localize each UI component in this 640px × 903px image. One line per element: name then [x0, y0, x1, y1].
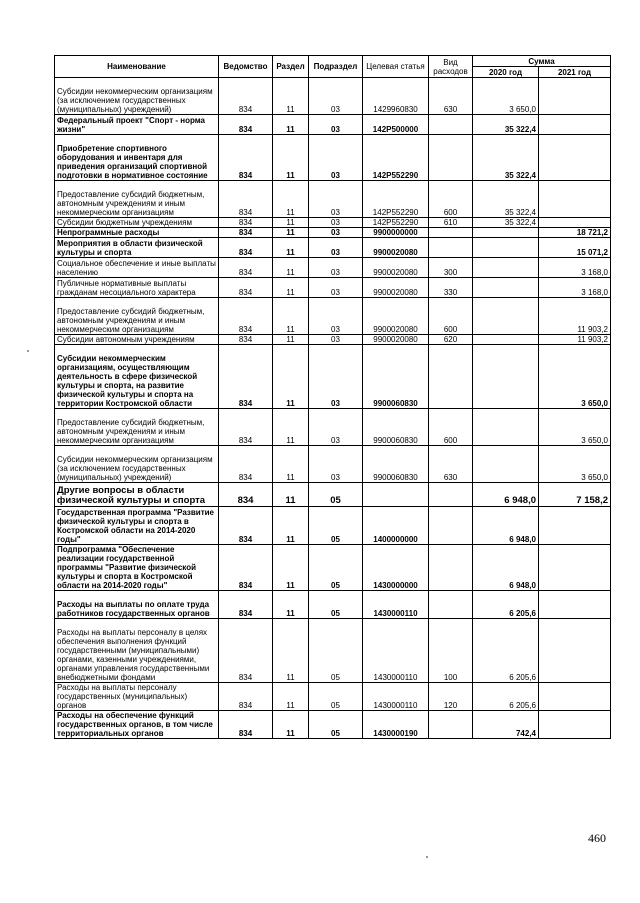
- row-amount-2021: [539, 683, 611, 711]
- row-department: 834: [219, 135, 273, 181]
- row-subsection: 03: [309, 278, 363, 298]
- row-amount-2020: 742,4: [473, 711, 539, 739]
- row-expense-type: 330: [429, 278, 473, 298]
- row-department: 834: [219, 483, 273, 507]
- row-section: 11: [273, 591, 309, 619]
- row-amount-2021: 11 903,2: [539, 335, 611, 345]
- row-section: 11: [273, 228, 309, 238]
- row-target: 1430000190: [363, 711, 429, 739]
- row-expense-type: 600: [429, 298, 473, 335]
- row-subsection: 05: [309, 545, 363, 591]
- budget-table: [54, 55, 611, 739]
- row-target: 1430000000: [363, 545, 429, 591]
- row-name: Социальное обеспечение и иные выплаты населению: [55, 258, 219, 278]
- row-target: 1400000000: [363, 507, 429, 545]
- row-target: 142P552290: [363, 135, 429, 181]
- row-amount-2021: [539, 619, 611, 683]
- row-amount-2020: 6 205,6: [473, 619, 539, 683]
- row-name: Расходы на выплаты персоналу в целях обеспечения выполнения функций государственными (муниципальными) органами, казенными учреждениями, органами управления государственными внебюджетными фондами: [55, 619, 219, 683]
- row-expense-type: 300: [429, 258, 473, 278]
- row-amount-2021: 7 158,2: [539, 483, 611, 507]
- row-section: 11: [273, 619, 309, 683]
- row-department: 834: [219, 507, 273, 545]
- row-amount-2021: 11 903,2: [539, 298, 611, 335]
- row-section: 11: [273, 545, 309, 591]
- row-amount-2021: [539, 181, 611, 218]
- header-expense-type: Вид расходов: [429, 56, 473, 78]
- header-target: Целевая статья: [363, 56, 429, 78]
- row-amount-2021: [539, 507, 611, 545]
- row-section: 11: [273, 483, 309, 507]
- row-amount-2020: [473, 446, 539, 483]
- row-amount-2020: 3 650,0: [473, 78, 539, 115]
- row-section: 11: [273, 218, 309, 228]
- header-name: Наименование: [55, 56, 219, 78]
- row-section: 11: [273, 711, 309, 739]
- row-target: 9900060830: [363, 345, 429, 409]
- row-subsection: 03: [309, 135, 363, 181]
- row-subsection: 03: [309, 115, 363, 135]
- row-subsection: 03: [309, 238, 363, 258]
- row-target: 142P500000: [363, 115, 429, 135]
- row-subsection: 05: [309, 483, 363, 507]
- row-department: 834: [219, 591, 273, 619]
- row-amount-2021: [539, 115, 611, 135]
- row-name: Предоставление субсидий бюджетным, автономным учреждениям и иным некоммерческим организациям: [55, 409, 219, 446]
- row-amount-2021: 3 650,0: [539, 345, 611, 409]
- row-amount-2020: [473, 409, 539, 446]
- row-target: 9900020080: [363, 238, 429, 258]
- row-amount-2021: 3 168,0: [539, 278, 611, 298]
- row-name: Приобретение спортивного оборудования и инвентаря для приведения организаций спортивной подготовки в нормативное состояние: [55, 135, 219, 181]
- row-subsection: 03: [309, 181, 363, 218]
- row-subsection: 03: [309, 218, 363, 228]
- header-sum: Сумма: [473, 56, 611, 67]
- row-amount-2020: [473, 258, 539, 278]
- row-expense-type: 600: [429, 181, 473, 218]
- row-amount-2020: [473, 238, 539, 258]
- row-section: 11: [273, 335, 309, 345]
- row-amount-2020: [473, 228, 539, 238]
- row-section: 11: [273, 409, 309, 446]
- header-subsection: Подраздел: [309, 56, 363, 78]
- scan-speck: [426, 856, 428, 858]
- row-name: Публичные нормативные выплаты гражданам несоциального характера: [55, 278, 219, 298]
- row-name: Другие вопросы в области физической культуры и спорта: [55, 483, 219, 507]
- header-year-2020: 2020 год: [473, 67, 539, 78]
- row-subsection: 03: [309, 78, 363, 115]
- row-amount-2020: [473, 345, 539, 409]
- row-name: Субсидии некоммерческим организациям (за исключением государственных (муниципальных) учреждений): [55, 446, 219, 483]
- header-section: Раздел: [273, 56, 309, 78]
- row-target: 1429960830: [363, 78, 429, 115]
- row-subsection: 05: [309, 711, 363, 739]
- row-department: 834: [219, 78, 273, 115]
- row-department: 834: [219, 181, 273, 218]
- row-target: 9900020080: [363, 278, 429, 298]
- row-section: 11: [273, 181, 309, 218]
- row-expense-type: 610: [429, 218, 473, 228]
- row-name: Непрограммные расходы: [55, 228, 219, 238]
- row-name: Предоставление субсидий бюджетным, автономным учреждениям и иным некоммерческим организациям: [55, 298, 219, 335]
- row-expense-type: [429, 711, 473, 739]
- row-amount-2020: [473, 298, 539, 335]
- row-section: 11: [273, 258, 309, 278]
- row-name: Субсидии некоммерческим организациям, осуществляющим деятельность в сфере физической культуры и спорта, на развитие физической культуры и спорта на территории Костромской области: [55, 345, 219, 409]
- row-target: 9900000000: [363, 228, 429, 238]
- row-amount-2020: 6 948,0: [473, 483, 539, 507]
- row-amount-2020: 6 948,0: [473, 507, 539, 545]
- row-subsection: 05: [309, 683, 363, 711]
- row-subsection: 03: [309, 228, 363, 238]
- row-expense-type: [429, 507, 473, 545]
- row-target: 142P552290: [363, 218, 429, 228]
- header-department: Ведомство: [219, 56, 273, 78]
- row-expense-type: 630: [429, 446, 473, 483]
- row-expense-type: [429, 345, 473, 409]
- row-expense-type: 620: [429, 335, 473, 345]
- row-target: 1430000110: [363, 591, 429, 619]
- row-amount-2021: [539, 545, 611, 591]
- row-name: Предоставление субсидий бюджетным, автономным учреждениям и иным некоммерческим организациям: [55, 181, 219, 218]
- row-department: 834: [219, 278, 273, 298]
- row-amount-2021: 15 071,2: [539, 238, 611, 258]
- row-expense-type: 600: [429, 409, 473, 446]
- row-amount-2021: 18 721,2: [539, 228, 611, 238]
- row-subsection: 03: [309, 345, 363, 409]
- row-expense-type: [429, 545, 473, 591]
- row-expense-type: [429, 135, 473, 181]
- row-subsection: 03: [309, 446, 363, 483]
- row-department: 834: [219, 298, 273, 335]
- row-section: 11: [273, 298, 309, 335]
- row-name: Субсидии некоммерческим организациям (за исключением государственных (муниципальных) учреждений): [55, 78, 219, 115]
- row-amount-2020: 35 322,4: [473, 218, 539, 228]
- row-expense-type: 120: [429, 683, 473, 711]
- row-department: 834: [219, 683, 273, 711]
- row-target: 9900060830: [363, 409, 429, 446]
- row-department: 834: [219, 619, 273, 683]
- row-subsection: 03: [309, 298, 363, 335]
- scan-speck: [27, 350, 29, 352]
- row-amount-2020: 35 322,4: [473, 115, 539, 135]
- row-name: Субсидии автономным учреждениям: [55, 335, 219, 345]
- row-section: 11: [273, 683, 309, 711]
- row-amount-2021: [539, 591, 611, 619]
- row-expense-type: [429, 483, 473, 507]
- row-subsection: 05: [309, 619, 363, 683]
- row-subsection: 03: [309, 409, 363, 446]
- row-subsection: 03: [309, 335, 363, 345]
- row-subsection: 03: [309, 258, 363, 278]
- row-department: 834: [219, 218, 273, 228]
- row-department: 834: [219, 228, 273, 238]
- row-amount-2020: 35 322,4: [473, 135, 539, 181]
- row-expense-type: 100: [429, 619, 473, 683]
- row-department: 834: [219, 238, 273, 258]
- row-section: 11: [273, 115, 309, 135]
- row-department: 834: [219, 345, 273, 409]
- row-amount-2021: [539, 78, 611, 115]
- row-expense-type: 630: [429, 78, 473, 115]
- row-department: 834: [219, 409, 273, 446]
- row-name: Федеральный проект "Спорт - норма жизни": [55, 115, 219, 135]
- row-department: 834: [219, 115, 273, 135]
- row-amount-2020: 6 205,6: [473, 591, 539, 619]
- row-section: 11: [273, 446, 309, 483]
- row-target: 9900020080: [363, 258, 429, 278]
- row-name: Государственная программа "Развитие физической культуры и спорта в Костромской области на 2014-2020 годы": [55, 507, 219, 545]
- row-amount-2020: 6 205,6: [473, 683, 539, 711]
- page-number: 460: [588, 831, 606, 845]
- row-department: 834: [219, 335, 273, 345]
- row-target: 9900060830: [363, 446, 429, 483]
- row-expense-type: [429, 115, 473, 135]
- row-target: 9900020080: [363, 335, 429, 345]
- row-section: 11: [273, 238, 309, 258]
- row-amount-2020: 35 322,4: [473, 181, 539, 218]
- row-amount-2021: [539, 218, 611, 228]
- row-amount-2020: 6 948,0: [473, 545, 539, 591]
- row-subsection: 05: [309, 507, 363, 545]
- row-target: [363, 483, 429, 507]
- row-target: 1430000110: [363, 683, 429, 711]
- row-section: 11: [273, 78, 309, 115]
- row-name: Субсидии бюджетным учреждениям: [55, 218, 219, 228]
- row-amount-2021: 3 650,0: [539, 409, 611, 446]
- row-amount-2021: 3 650,0: [539, 446, 611, 483]
- row-subsection: 05: [309, 591, 363, 619]
- row-expense-type: [429, 228, 473, 238]
- row-department: 834: [219, 446, 273, 483]
- row-name: Расходы на выплаты персоналу государственных (муниципальных) органов: [55, 683, 219, 711]
- row-amount-2021: [539, 711, 611, 739]
- row-section: 11: [273, 135, 309, 181]
- row-section: 11: [273, 507, 309, 545]
- row-target: 9900020080: [363, 298, 429, 335]
- row-section: 11: [273, 278, 309, 298]
- row-department: 834: [219, 711, 273, 739]
- row-name: Расходы на обеспечение функций государственных органов, в том числе территориальных органов: [55, 711, 219, 739]
- row-department: 834: [219, 258, 273, 278]
- row-target: 1430000110: [363, 619, 429, 683]
- row-name: Подпрограмма "Обеспечение реализации государственной программы "Развитие физической культуры и спорта в Костромской области на 2014-2020 годы": [55, 545, 219, 591]
- header-year-2021: 2021 год: [539, 67, 611, 78]
- row-expense-type: [429, 238, 473, 258]
- row-department: 834: [219, 545, 273, 591]
- row-amount-2020: [473, 278, 539, 298]
- row-name: Расходы на выплаты по оплате труда работников государственных органов: [55, 591, 219, 619]
- row-amount-2021: 3 168,0: [539, 258, 611, 278]
- row-target: 142P552290: [363, 181, 429, 218]
- row-section: 11: [273, 345, 309, 409]
- row-expense-type: [429, 591, 473, 619]
- row-amount-2020: [473, 335, 539, 345]
- row-name: Мероприятия в области физической культуры и спорта: [55, 238, 219, 258]
- row-amount-2021: [539, 135, 611, 181]
